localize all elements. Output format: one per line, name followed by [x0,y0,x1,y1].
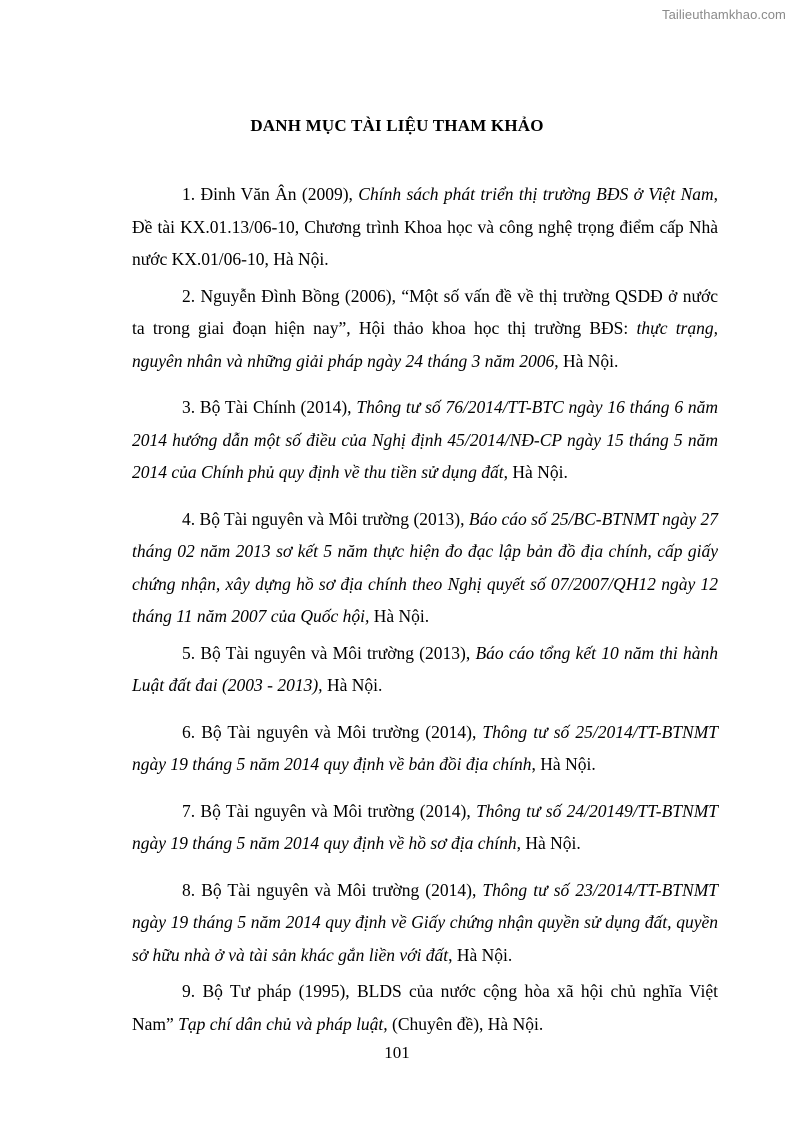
reference-item [132,391,718,489]
reference-title: thực trạng, nguyên nhân và những giải pháp ngày 24 tháng 3 năm 2006 [132,318,718,371]
reference-title: Thông tư số 24/20149/TT-BTNMT ngày 19 tháng 5 năm 2014 quy định về hồ sơ địa chính [132,800,719,853]
reference-number: 5. [182,642,201,663]
reference-author: Bộ Tư pháp (1995), BLDS của nước cộng hòa xã hội chủ nghĩa Việt Nam” [132,981,719,1034]
page-title: DANH MỤC TÀI LIỆU THAM KHẢO [250,116,544,135]
reference-item [132,178,718,276]
reference-number: 4. [182,508,200,529]
reference-item [132,874,718,972]
reference-list [132,178,718,1040]
reference-author: Bộ Tài nguyên và Môi trường (2014), [201,721,483,742]
watermark: Tailieuthamkhao.com [661,7,786,22]
reference-title: Chính sách phát triển thị trường BĐS ở Việt Nam [358,184,714,204]
reference-author: Nguyễn Đình Bồng (2006), “Một số vấn đề về thị trường QSDĐ ở nước ta trong giai đoạn hiện nay”, Hội thảo khoa học thị trường BĐS: [132,285,718,338]
reference-item [132,716,718,781]
reference-number: 2. [182,285,201,306]
reference-number: 9. [182,981,203,1001]
reference-title: Tạp chí dân chủ và pháp luật, [178,1013,388,1034]
reference-title: Thông tư số 23/2014/TT-BTNMT ngày 19 tháng 5 năm 2014 quy định về Giấy chứng nhận quyền sử dụng đất, quyền sở hữu nhà ở và tài sản khác gắn liền với đất [132,879,719,965]
reference-details: , Hà Nội. [554,350,619,371]
reference-title: Thông tư số 76/2014/TT-BTC ngày 16 tháng 6 năm 2014 hướng dẫn một số điều của Nghị định 45/2014/NĐ-CP ngày 15 tháng 5 năm 2014 của Chính phủ quy định về thu tiền sử dụng đất [132,397,719,482]
reference-item [132,280,718,378]
reference-number: 7. [182,800,201,821]
reference-author: Bộ Tài nguyên và Môi trường (2013), [199,508,469,529]
reference-item [132,503,718,633]
reference-details: , Hà Nội. [516,833,581,853]
reference-title: Báo cáo tổng kết 10 năm thi hành Luật đất đai (2003 - 2013), [132,642,719,695]
reference-number: 1. [182,184,201,204]
reference-number: 8. [182,879,202,900]
reference-author: Bộ Tài nguyên và Môi trường (2014), [201,879,483,900]
reference-details: Hà Nội. [369,606,430,626]
reference-author: Bộ Tài nguyên và Môi trường (2013), [200,642,476,663]
reference-details: , Hà Nội. [531,754,596,774]
page-number: 101 [384,1043,410,1062]
reference-item [132,795,718,860]
reference-details: Hà Nội. [322,675,383,695]
reference-title: Thông tư số 25/2014/TT-BTNMT ngày 19 tháng 5 năm 2014 quy định về bản đồi địa chính [132,721,719,774]
reference-details: (Chuyên đề), Hà Nội. [387,1013,544,1034]
reference-details: , Đề tài KX.01.13/06-10, Chương trình Khoa học và công nghệ trọng điểm cấp Nhà nước KX.01/06-10, Hà Nội. [132,184,719,269]
reference-number: 6. [182,721,202,742]
reference-author: Bộ Tài nguyên và Môi trường (2014), [200,800,477,821]
reference-details: , Hà Nội. [503,462,568,482]
reference-title: Báo cáo số 25/BC-BTNMT ngày 27 tháng 02 năm 2013 sơ kết 5 năm thực hiện đo đạc lập bản đồ địa chính, cấp giấy chứng nhận, xây dựng hồ sơ địa chính theo Nghị quyết số 07/2007/QH12 ngày 12 tháng 11 năm 2007 của Quốc hội, [132,508,719,626]
reference-item [132,975,718,1040]
reference-item [132,637,718,702]
reference-details: , Hà Nội. [448,944,513,965]
reference-author: Đinh Văn Ân (2009), [200,184,359,204]
reference-number: 3. [182,397,200,417]
reference-author: Bộ Tài Chính (2014), [199,397,357,417]
